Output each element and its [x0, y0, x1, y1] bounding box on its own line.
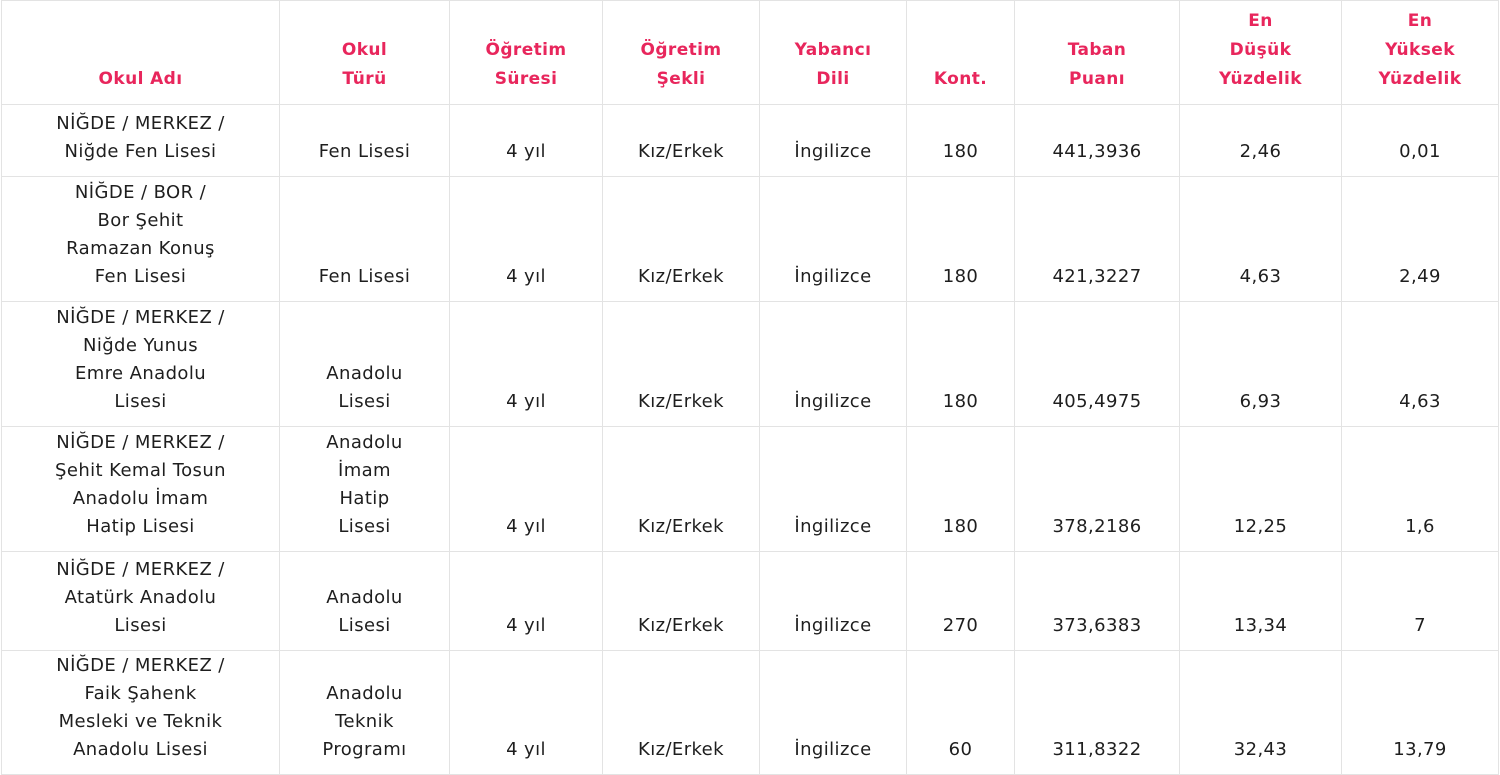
duration-cell: 4 yıl	[450, 552, 603, 651]
school-type-cell: Anadolu Lisesi	[280, 552, 450, 651]
lowest-pct-cell: 6,93	[1180, 302, 1342, 427]
highest-pct-cell: 0,01	[1342, 105, 1499, 177]
col-header-language: Yabancı Dili	[760, 1, 907, 105]
language-cell: İngilizce	[760, 651, 907, 775]
form-cell: Kız/Erkek	[603, 105, 760, 177]
school-name-cell: NİĞDE / MERKEZ / Şehit Kemal Tosun Anadolu İmam Hatip Lisesi	[2, 427, 280, 552]
quota-cell: 180	[907, 427, 1015, 552]
lowest-pct-cell: 2,46	[1180, 105, 1342, 177]
header-row	[2, 1, 1499, 105]
highest-pct-cell: 2,49	[1342, 177, 1499, 302]
table-row	[2, 105, 1499, 177]
duration-cell: 4 yıl	[450, 427, 603, 552]
highest-pct-cell: 7	[1342, 552, 1499, 651]
duration-cell: 4 yıl	[450, 651, 603, 775]
school-name-cell: NİĞDE / MERKEZ / Faik Şahenk Mesleki ve Teknik Anadolu Lisesi	[2, 651, 280, 775]
quota-cell: 180	[907, 302, 1015, 427]
col-header-lowest-pct: En Düşük Yüzdelik	[1180, 1, 1342, 105]
col-header-quota: Kont.	[907, 1, 1015, 105]
form-cell: Kız/Erkek	[603, 302, 760, 427]
language-cell: İngilizce	[760, 427, 907, 552]
highest-pct-cell: 1,6	[1342, 427, 1499, 552]
highest-pct-cell: 13,79	[1342, 651, 1499, 775]
base-score-cell: 405,4975	[1015, 302, 1180, 427]
base-score-cell: 373,6383	[1015, 552, 1180, 651]
table-header	[2, 1, 1499, 105]
quota-cell: 60	[907, 651, 1015, 775]
col-header-school-name: Okul Adı	[2, 1, 280, 105]
quota-cell: 270	[907, 552, 1015, 651]
school-name-cell: NİĞDE / MERKEZ / Atatürk Anadolu Lisesi	[2, 552, 280, 651]
language-cell: İngilizce	[760, 105, 907, 177]
language-cell: İngilizce	[760, 302, 907, 427]
base-score-cell: 378,2186	[1015, 427, 1180, 552]
table-row	[2, 302, 1499, 427]
form-cell: Kız/Erkek	[603, 177, 760, 302]
table-row	[2, 177, 1499, 302]
duration-cell: 4 yıl	[450, 105, 603, 177]
table-row	[2, 427, 1499, 552]
highest-pct-cell: 4,63	[1342, 302, 1499, 427]
quota-cell: 180	[907, 105, 1015, 177]
duration-cell: 4 yıl	[450, 177, 603, 302]
table-row	[2, 651, 1499, 775]
table-body	[2, 105, 1499, 775]
school-type-cell: Anadolu Lisesi	[280, 302, 450, 427]
form-cell: Kız/Erkek	[603, 651, 760, 775]
lowest-pct-cell: 32,43	[1180, 651, 1342, 775]
quota-cell: 180	[907, 177, 1015, 302]
base-score-cell: 421,3227	[1015, 177, 1180, 302]
col-header-base-score: Taban Puanı	[1015, 1, 1180, 105]
school-type-cell: Fen Lisesi	[280, 105, 450, 177]
lowest-pct-cell: 4,63	[1180, 177, 1342, 302]
form-cell: Kız/Erkek	[603, 552, 760, 651]
school-type-cell: Anadolu İmam Hatip Lisesi	[280, 427, 450, 552]
col-header-form: Öğretim Şekli	[603, 1, 760, 105]
school-name-cell: NİĞDE / BOR / Bor Şehit Ramazan Konuş Fen Lisesi	[2, 177, 280, 302]
school-name-cell: NİĞDE / MERKEZ / Niğde Fen Lisesi	[2, 105, 280, 177]
col-header-highest-pct: En Yüksek Yüzdelik	[1342, 1, 1499, 105]
school-type-cell: Anadolu Teknik Programı	[280, 651, 450, 775]
form-cell: Kız/Erkek	[603, 427, 760, 552]
base-score-cell: 441,3936	[1015, 105, 1180, 177]
school-name-cell: NİĞDE / MERKEZ / Niğde Yunus Emre Anadolu Lisesi	[2, 302, 280, 427]
language-cell: İngilizce	[760, 177, 907, 302]
table-row	[2, 552, 1499, 651]
language-cell: İngilizce	[760, 552, 907, 651]
duration-cell: 4 yıl	[450, 302, 603, 427]
base-score-cell: 311,8322	[1015, 651, 1180, 775]
col-header-school-type: Okul Türü	[280, 1, 450, 105]
col-header-duration: Öğretim Süresi	[450, 1, 603, 105]
school-type-cell: Fen Lisesi	[280, 177, 450, 302]
lowest-pct-cell: 12,25	[1180, 427, 1342, 552]
schools-table	[1, 0, 1499, 775]
lowest-pct-cell: 13,34	[1180, 552, 1342, 651]
